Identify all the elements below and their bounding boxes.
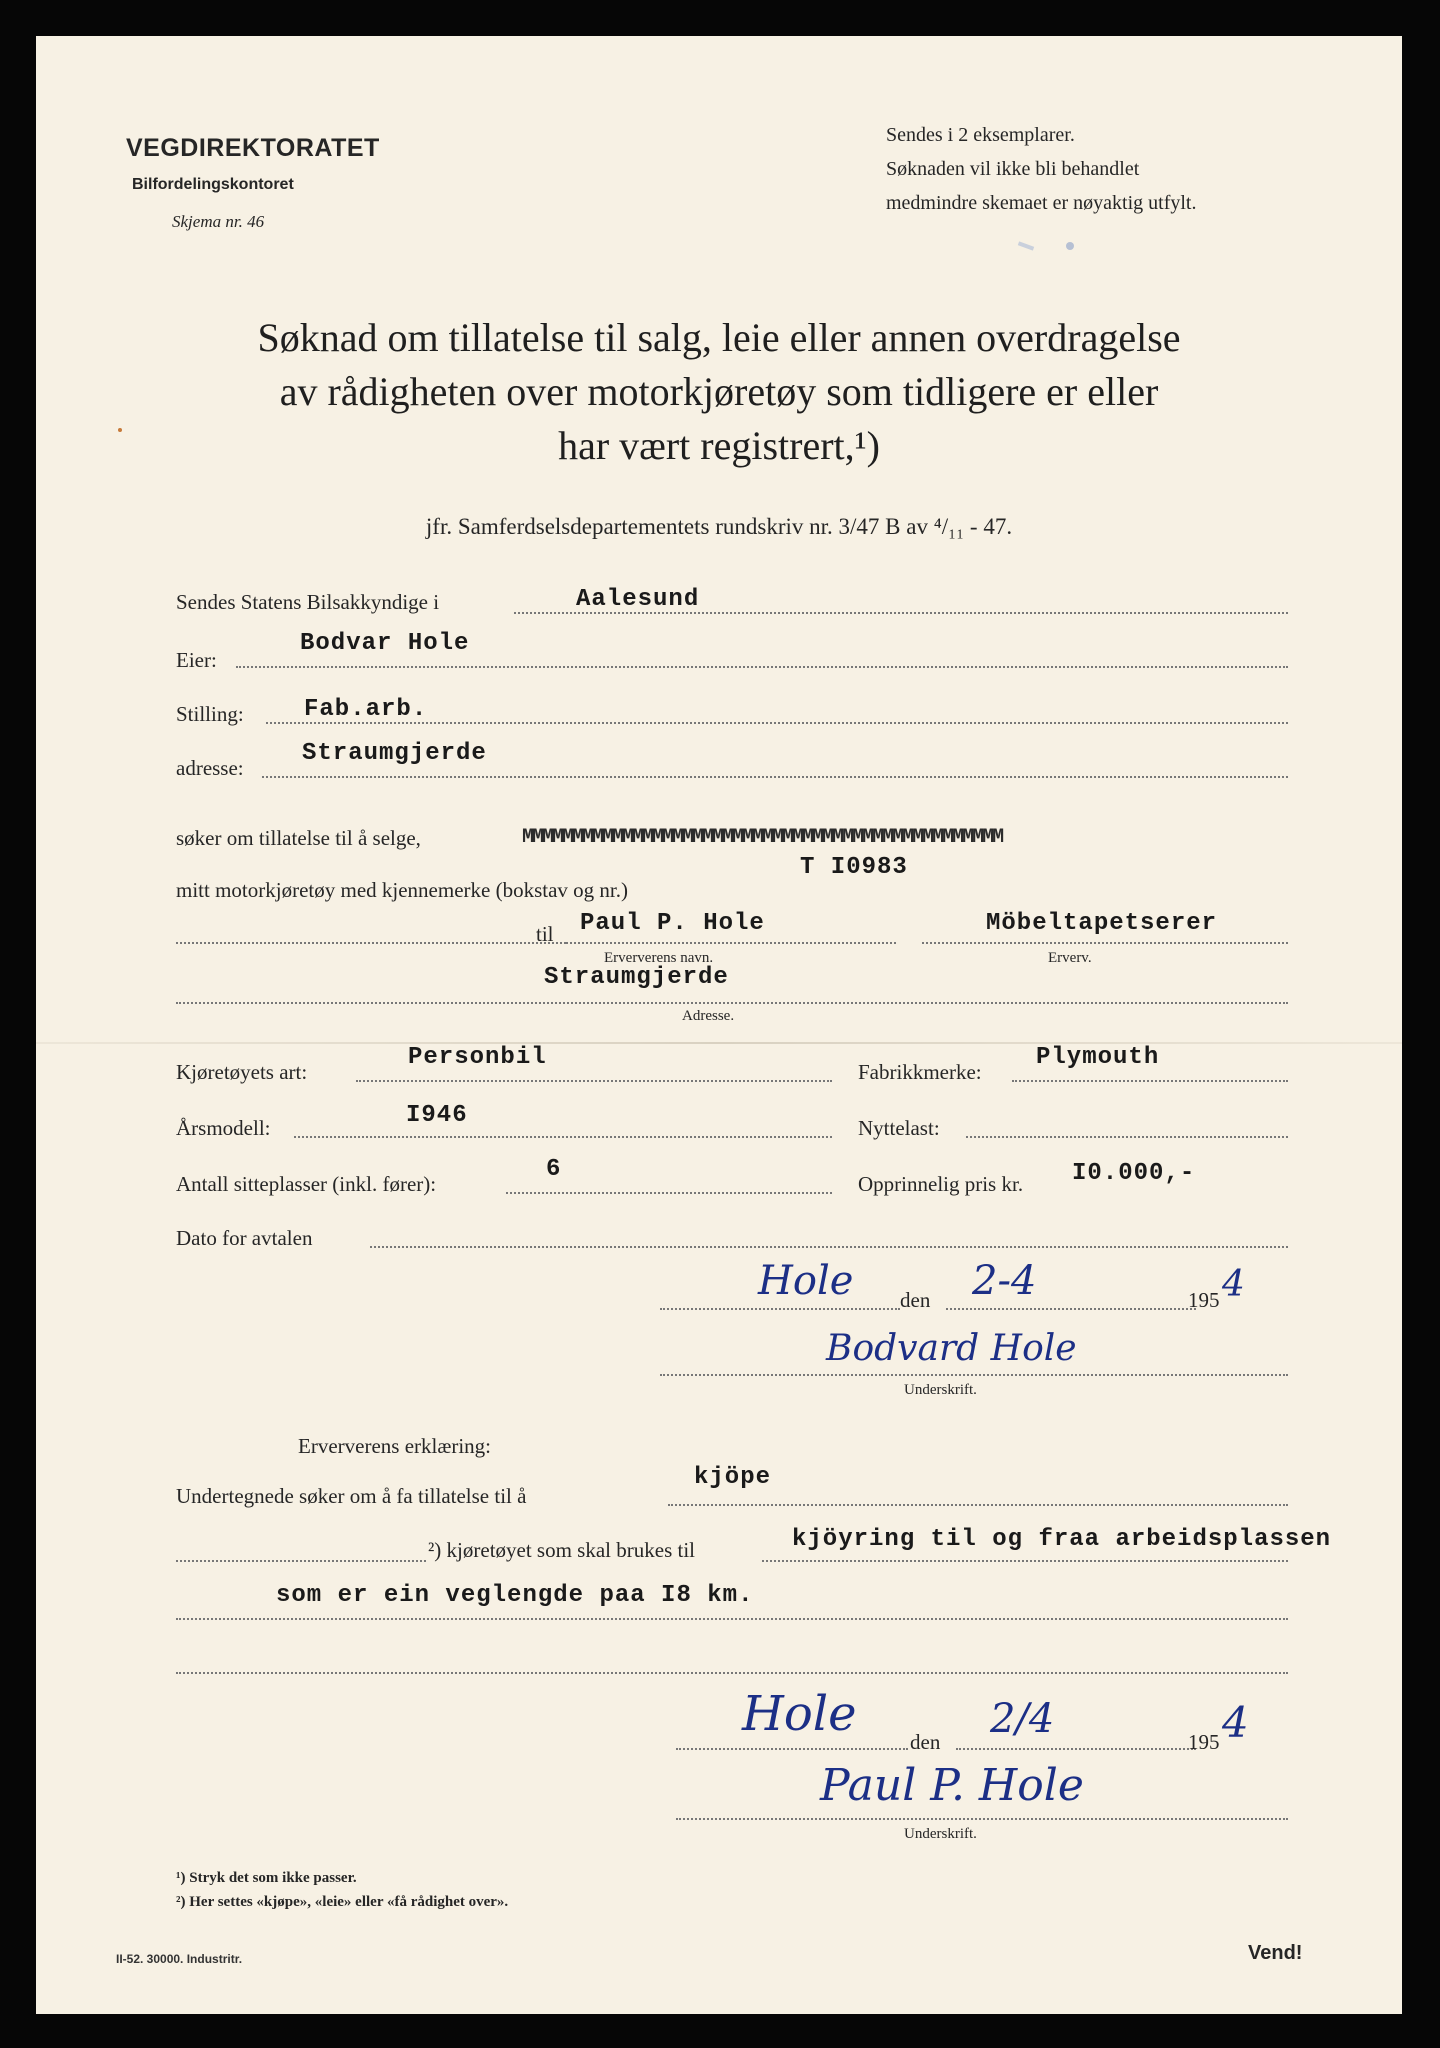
- pris-label: Opprinnelig pris kr.: [858, 1172, 1024, 1196]
- erverver-address-line: [176, 1002, 1288, 1004]
- dato-label: Dato for avtalen: [176, 1226, 313, 1250]
- modell-label: Årsmodell:: [176, 1116, 271, 1140]
- printer-imprint: II-52. 30000. Industritr.: [116, 1952, 243, 1966]
- fabrikk-label: Fabrikkmerke:: [858, 1060, 982, 1084]
- stilling-label: Stilling:: [176, 702, 244, 726]
- erverver-occ-caption: Erverv.: [1048, 950, 1092, 966]
- purpose-value: kjöyring til og fraa arbeidsplassen: [792, 1526, 1332, 1553]
- adresse-line: [262, 776, 1288, 778]
- erverver-name: Paul P. Hole: [580, 910, 765, 937]
- note-line-1: Sendes i 2 eksemplarer.: [886, 124, 1075, 146]
- buyer-signature-line: [676, 1818, 1288, 1820]
- ink-speck: [118, 428, 122, 432]
- form-number: Skjema nr. 46: [172, 212, 265, 231]
- erverver-occupation: Möbeltapetserer: [986, 910, 1218, 937]
- erverver-name-caption: Erververens navn.: [604, 950, 714, 966]
- buyer-signature: Paul P. Hole: [820, 1760, 1084, 1811]
- buyer-signature-caption: Underskrift.: [904, 1826, 977, 1842]
- stilling-value: Fab.arb.: [304, 696, 428, 723]
- declaration-heading: Erververens erklæring:: [298, 1434, 492, 1458]
- title-line-2: av rådigheten over motorkjøretøy som tidligere er eller: [279, 369, 1159, 414]
- buyer-date: 2/4: [990, 1696, 1055, 1742]
- circular-reference: jfr. Samferdselsdepartementets rundskriv nr. 3/47 B av ⁴/₁₁ - 47.: [425, 514, 1013, 539]
- dato-line: [370, 1246, 1288, 1248]
- ink-speck: [1066, 242, 1074, 250]
- purpose-line: [762, 1560, 1288, 1562]
- erverver-address: Straumgjerde: [544, 964, 729, 991]
- buyer-place: Hole: [742, 1686, 857, 1742]
- modell-value: I946: [406, 1102, 468, 1129]
- office-name: Bilfordelingskontoret: [132, 176, 294, 193]
- footnote-2: ²) Her settes «kjøpe», «leie» eller «få rådighet over».: [176, 1894, 509, 1910]
- eier-value: Bodvar Hole: [300, 630, 470, 657]
- modell-line: [294, 1136, 832, 1138]
- buyer-place-line: [676, 1748, 908, 1750]
- art-value: Personbil: [408, 1044, 547, 1071]
- ink-speck: [1018, 241, 1034, 250]
- undertegnede-value: kjöpe: [694, 1464, 772, 1491]
- erverver-name-line: [566, 942, 896, 944]
- purpose-cont-line: [176, 1618, 1288, 1620]
- note-line-2: Søknaden vil ikke bli behandlet: [886, 158, 1140, 180]
- seats-label: Antall sitteplasser (inkl. fører):: [176, 1172, 437, 1196]
- seats-value: 6: [546, 1156, 562, 1183]
- title-line-3: har vært registrert,¹): [558, 423, 880, 468]
- adresse-label: adresse:: [176, 756, 244, 780]
- buyer-den: den: [910, 1730, 941, 1754]
- sendes-label: Sendes Statens Bilsakkyndige i: [176, 590, 440, 614]
- art-label: Kjøretøyets art:: [176, 1060, 308, 1084]
- paper-fold: [36, 1042, 1402, 1044]
- buyer-date-line: [956, 1748, 1196, 1750]
- adresse-value: Straumgjerde: [302, 740, 487, 767]
- seller-den: den: [900, 1288, 931, 1312]
- seller-year-printed: 195: [1188, 1288, 1220, 1312]
- pris-value: I0.000,-: [1072, 1160, 1196, 1187]
- undertegnede-label: Undertegnede søker om å fa tillatelse til å: [176, 1484, 527, 1508]
- fabrikk-value: Plymouth: [1036, 1044, 1160, 1071]
- eier-label: Eier:: [176, 648, 217, 672]
- nyttelast-line: [966, 1136, 1288, 1138]
- form-sheet: [36, 36, 1402, 2014]
- seller-signature-caption: Underskrift.: [904, 1382, 977, 1398]
- seats-line: [506, 1192, 832, 1194]
- seller-place: Hole: [758, 1258, 854, 1304]
- note-line-3: medmindre skemaet er nøyaktig utfylt.: [886, 192, 1197, 214]
- buyer-year-printed: 195: [1188, 1730, 1220, 1754]
- seller-date: 2-4: [972, 1258, 1037, 1304]
- blank-line: [176, 1672, 1288, 1674]
- seller-place-line: [660, 1308, 900, 1310]
- til-label: til: [536, 922, 554, 946]
- erverver-address-caption: Adresse.: [682, 1008, 735, 1024]
- undertegnede-line: [668, 1504, 1288, 1506]
- sendes-value: Aalesund: [576, 586, 700, 613]
- buyer-year-hand: 4: [1222, 1698, 1249, 1747]
- eier-line: [236, 666, 1288, 668]
- seller-signature: Bodvard Hole: [826, 1328, 1077, 1369]
- turn-over-note: Vend!: [1248, 1942, 1303, 1964]
- purpose-pre-line: [176, 1560, 426, 1562]
- purpose-continued: som er ein veglengde paa I8 km.: [276, 1582, 754, 1609]
- seller-year-hand: 4: [1222, 1264, 1245, 1305]
- kjennemerke-value: T I0983: [800, 854, 908, 881]
- art-line: [356, 1080, 832, 1082]
- title-line-1: Søknad om tillatelse til salg, leie eller annen overdragelse: [257, 315, 1181, 360]
- seller-signature-line: [660, 1374, 1288, 1376]
- kjennemerke-label: mitt motorkjøretøy med kjennemerke (bokstav og nr.): [176, 878, 628, 902]
- til-pre-line: [176, 942, 566, 944]
- nyttelast-label: Nyttelast:: [858, 1116, 940, 1140]
- purpose-label: ²) kjøretøyet som skal brukes til: [428, 1538, 696, 1562]
- erverver-occ-line: [922, 942, 1288, 944]
- agency-name: VEGDIREKTORATET: [126, 134, 380, 162]
- seller-date-line: [946, 1308, 1196, 1310]
- struck-out-text: MMMMMMMMMMMMMMMMMMMMMMMMMMMMMMMMMMMMMMMMMMMMMMMM: [522, 826, 1003, 849]
- fabrikk-line: [1012, 1080, 1288, 1082]
- footnote-1: ¹) Stryk det som ikke passer.: [176, 1870, 357, 1886]
- soker-label: søker om tillatelse til å selge,: [176, 826, 421, 850]
